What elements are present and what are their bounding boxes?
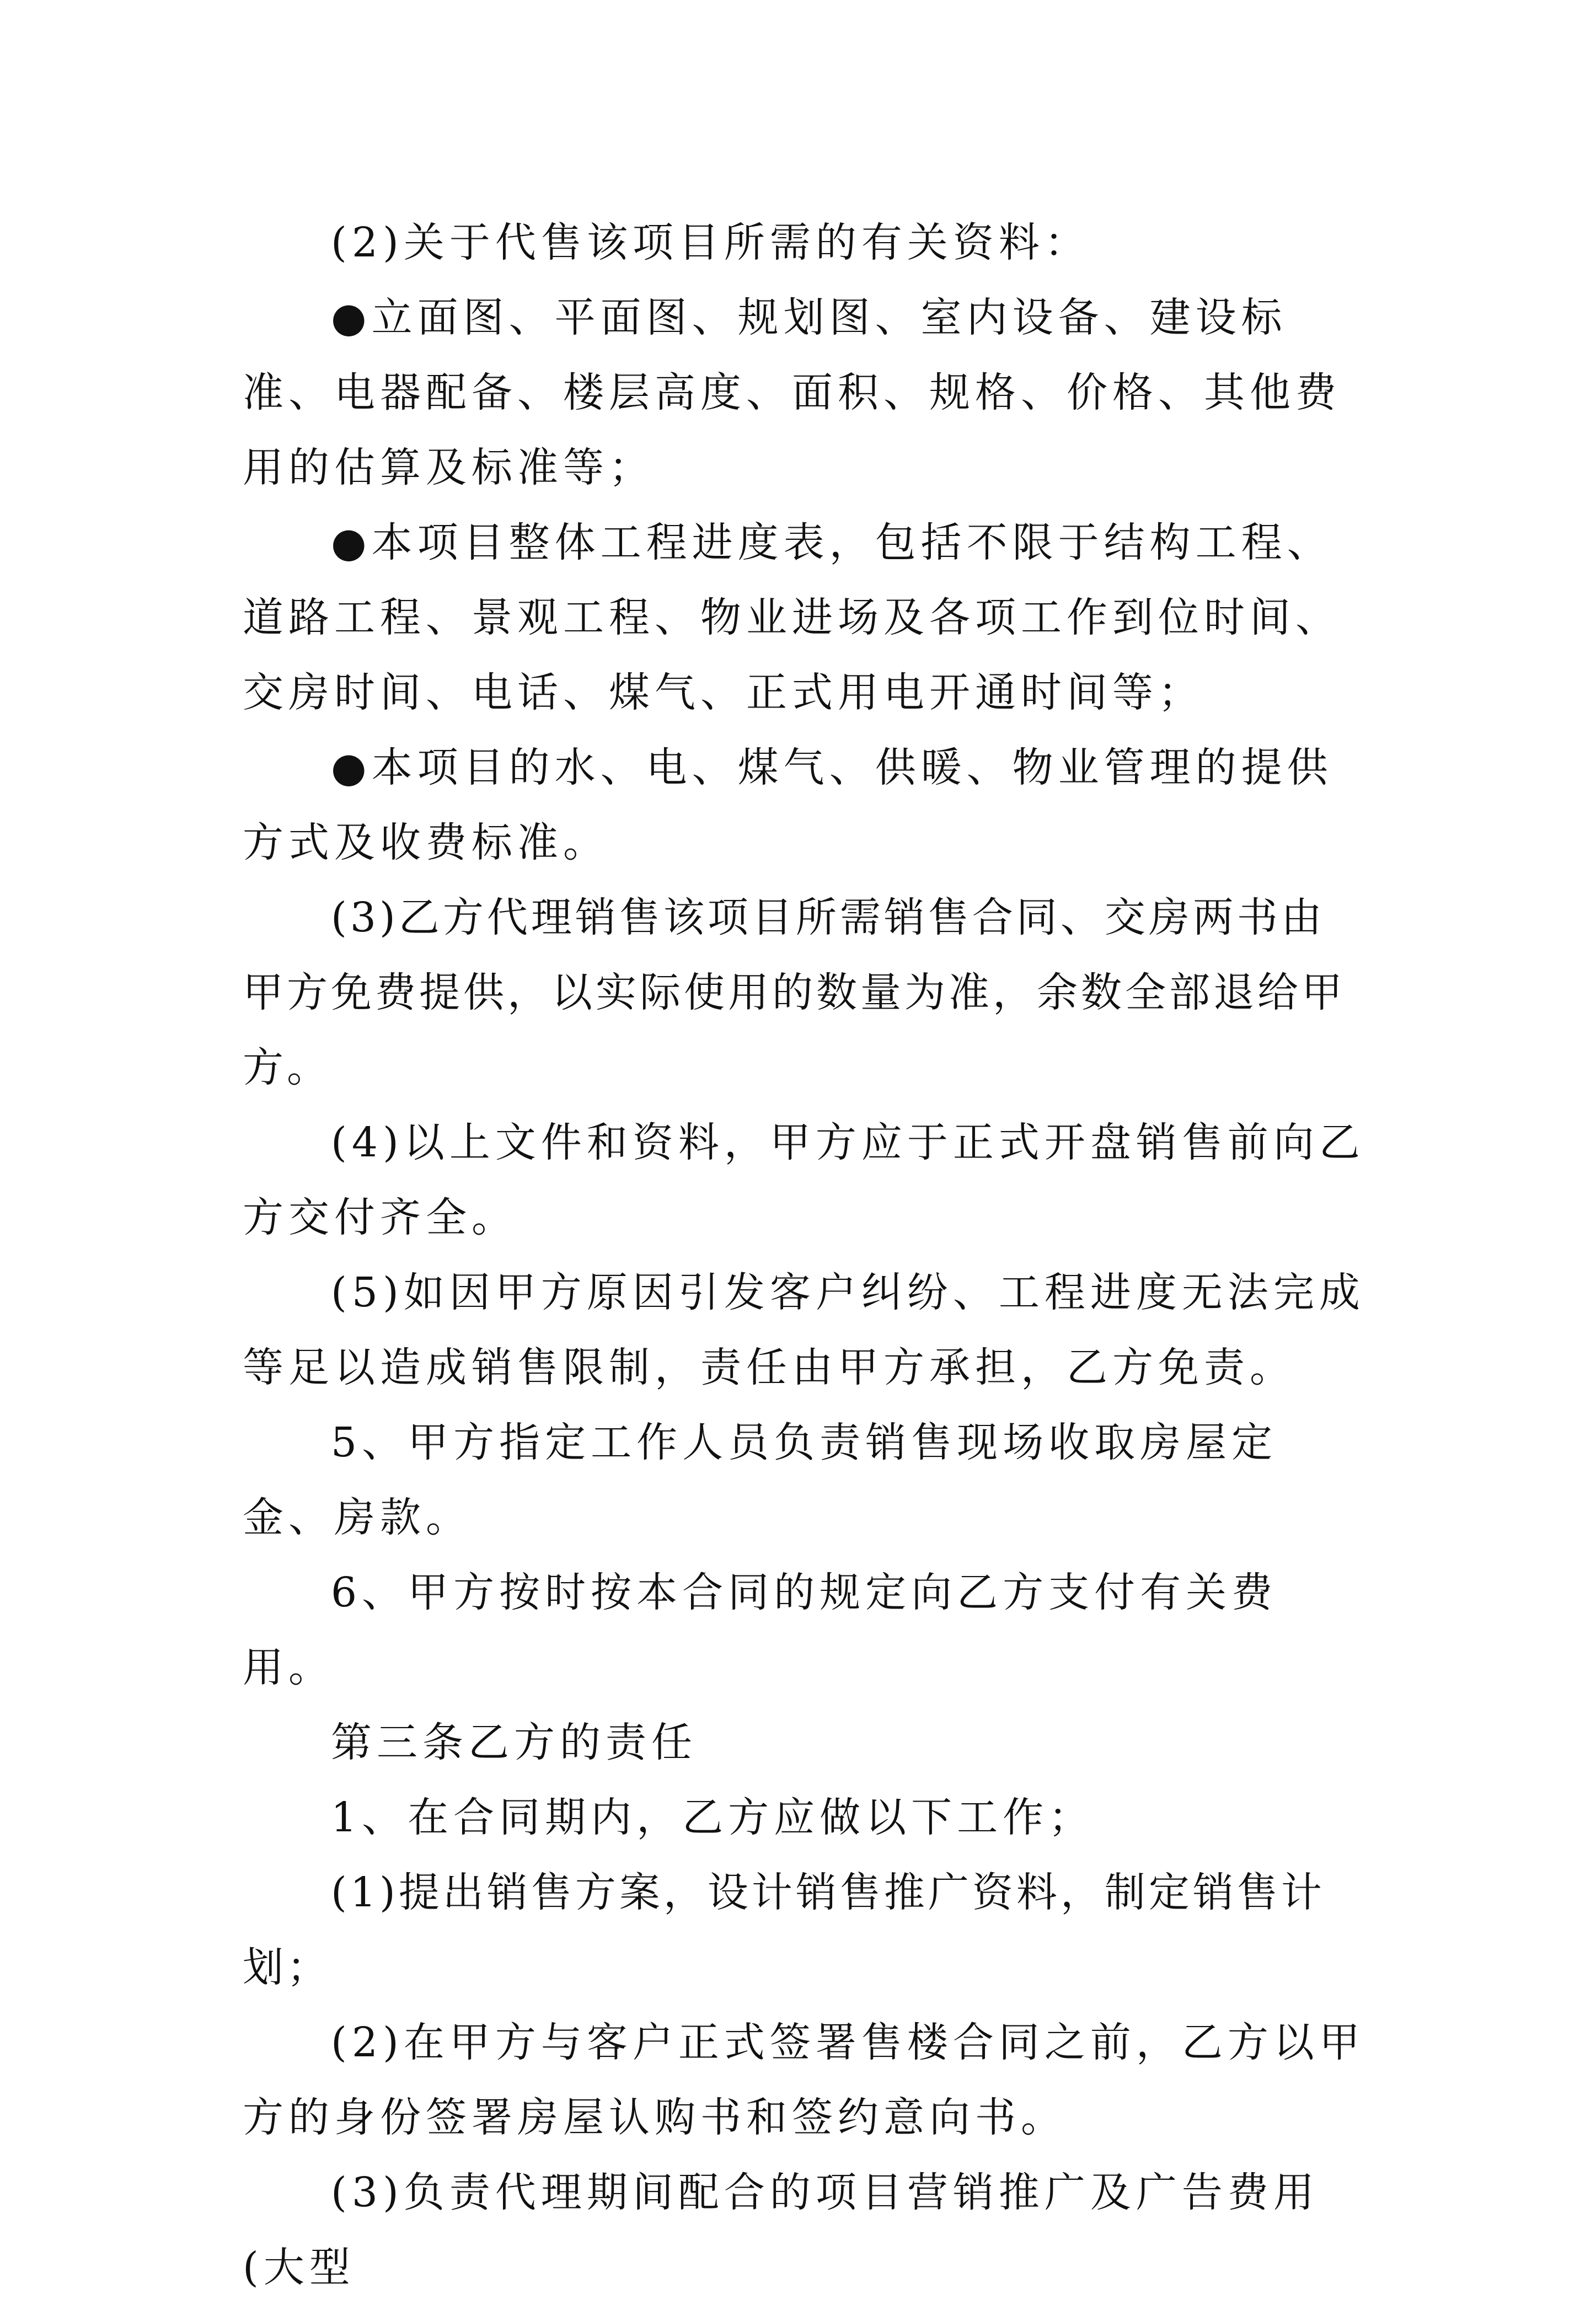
paragraph-signing: (2)在甲方与客户正式签署售楼合同之前，乙方以甲方的身份签署房屋认购书和签约意向书。 [243,2019,1365,2141]
paragraph-delivery: (4)以上文件和资料，甲方应于正式开盘销售前向乙方交付齐全。 [243,1119,1365,1241]
paragraph-bullet-utilities: ●本项目的水、电、煤气、供暖、物业管理的提供方式及收费标准。 [243,744,1333,866]
document-body [243,205,1368,2305]
paragraph-marketing: (3)负责代理期间配合的项目营销推广及广告费用(大型 [243,2169,1319,2291]
paragraph-payment: 6、甲方按时按本合同的规定向乙方支付有关费用。 [243,1569,1278,1691]
paragraph-materials-heading: (2)关于代售该项目所需的有关资料： [331,219,1090,266]
section-heading-article-3: 第三条乙方的责任 [331,1719,697,1766]
paragraph-sales-plan: (1)提出销售方案，设计销售推广资料，制定销售计划； [243,1869,1325,1991]
paragraph-contracts: (3)乙方代理销售该项目所需销售合同、交房两书由甲方免费提供，以实际使用的数量为准，余数全部退给甲方。 [243,894,1346,1091]
paragraph-disputes: (5)如因甲方原因引发客户纠纷、工程进度无法完成等足以造成销售限制，责任由甲方承担，乙方免责。 [243,1269,1365,1391]
paragraph-bullet-schedule: ●本项目整体工程进度表，包括不限于结构工程、道路工程、景观工程、物业进场及各项工作到位时间、交房时间、电话、煤气、正式用电开通时间等； [243,519,1341,716]
paragraph-deposit: 5、甲方指定工作人员负责销售现场收取房屋定金、房款。 [243,1419,1278,1541]
paragraph-duties-intro: 1、在合同期内，乙方应做以下工作； [331,1794,1095,1841]
paragraph-bullet-drawings: ●立面图、平面图、规划图、室内设备、建设标准、电器配备、楼层高度、面积、规格、价格、其他费用的估算及标准等； [243,294,1341,491]
